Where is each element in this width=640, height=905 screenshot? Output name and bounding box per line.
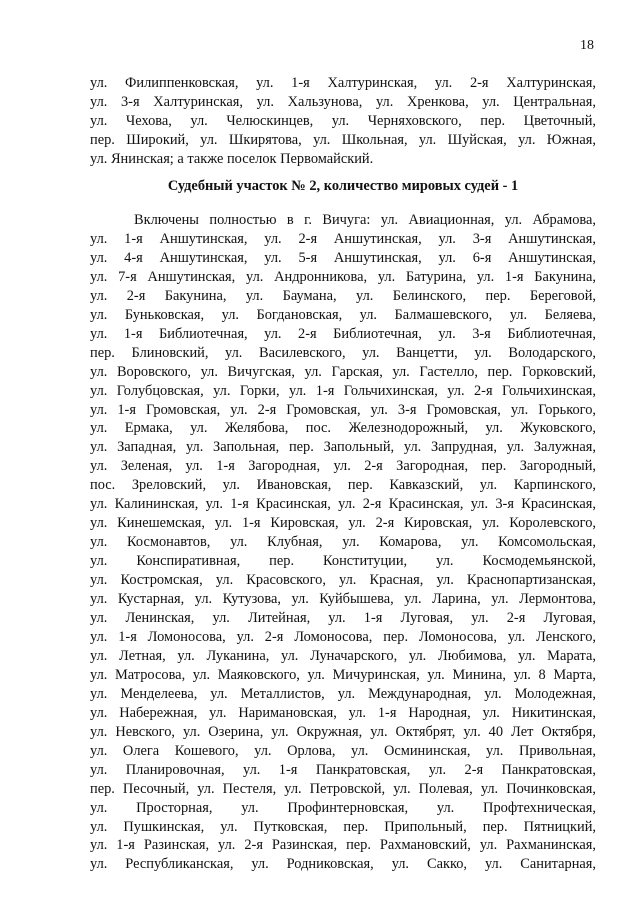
section-line: ул. Воровского, ул. Вичугская, ул. Гарская, ул. Гастелло, пер. Горковский, xyxy=(90,363,596,380)
section-line: ул. Пушкинская, ул. Путковская, пер. Припольный, пер. Пятницкий, xyxy=(90,818,596,835)
section-line: ул. Олега Кошевого, ул. Орлова, ул. Осмининская, ул. Привольная, xyxy=(90,742,596,759)
intro-paragraph xyxy=(90,74,596,169)
section-line: ул. Планировочная, ул. 1-я Панкратовская, ул. 2-я Панкратовская, xyxy=(90,761,596,778)
section-line: ул. 2-я Бакунина, ул. Баумана, ул. Белинского, пер. Береговой, xyxy=(90,287,596,304)
section-line: ул. 7-я Аншутинская, ул. Андронникова, ул. Батурина, ул. 1-я Бакунина, xyxy=(90,268,596,285)
section-paragraph xyxy=(90,211,596,874)
intro-line: ул. Филиппенковская, ул. 1-я Халтуринская, ул. 2-я Халтуринская, xyxy=(90,75,596,91)
intro-line: ул. 3-я Халтуринская, ул. Хальзунова, ул. Хренкова, ул. Центральная, xyxy=(90,93,596,110)
section-line: ул. Просторная, ул. Профинтерновская, ул. Профтехническая, xyxy=(90,799,596,816)
section-line: ул. 1-я Громовская, ул. 2-я Громовская, ул. 3-я Громовская, ул. Горького, xyxy=(90,401,596,418)
section-line: ул. Калининская, ул. 1-я Красинская, ул. 2-я Красинская, ул. 3-я Красинская, xyxy=(90,496,596,513)
section-line: ул. Летная, ул. Луканина, ул. Луначарского, ул. Любимова, ул. Марата, xyxy=(90,647,596,664)
section-line: ул. Матросова, ул. Маяковского, ул. Мичуринская, ул. Минина, ул. 8 Марта, xyxy=(90,666,596,683)
section-line: пер. Блиновский, ул. Василевского, ул. Ванцетти, ул. Володарского, xyxy=(90,344,596,361)
section-line: ул. Голубцовская, ул. Горки, ул. 1-я Гольчихинская, ул. 2-я Гольчихинская, xyxy=(90,382,596,399)
section-line: ул. Кинешемская, ул. 1-я Кировская, ул. 2-я Кировская, ул. Королевского, xyxy=(90,515,596,532)
section-line: ул. 1-я Ломоносова, ул. 2-я Ломоносова, пер. Ломоносова, ул. Ленского, xyxy=(90,628,596,645)
intro-line: ул. Чехова, ул. Челюскинцев, ул. Черняховского, пер. Цветочный, xyxy=(90,112,596,129)
page-number: 18 xyxy=(580,38,594,53)
section-line: ул. 4-я Аншутинская, ул. 5-я Аншутинская, ул. 6-я Аншутинская, xyxy=(90,249,596,266)
section-line: ул. Костромская, ул. Красовского, ул. Красная, ул. Краснопартизанская, xyxy=(90,572,596,589)
section-line: ул. Невского, ул. Озерина, ул. Окружная, ул. Октябрят, ул. 40 Лет Октября, xyxy=(90,723,596,740)
section-line: ул. Менделеева, ул. Металлистов, ул. Международная, ул. Молодежная, xyxy=(90,685,596,702)
section-line: ул. Буньковская, ул. Богдановская, ул. Балмашевского, ул. Беляева, xyxy=(90,306,596,323)
section-heading: Судебный участок № 2, количество мировых судей - 1 xyxy=(167,178,519,194)
section-line: ул. Ленинская, ул. Литейная, ул. 1-я Луговая, ул. 2-я Луговая, xyxy=(90,610,596,627)
section-line: ул. Космонавтов, ул. Клубная, ул. Комарова, ул. Комсомольская, xyxy=(90,534,596,551)
section-line: ул. 1-я Разинская, ул. 2-я Разинская, пер. Рахмановский, ул. Рахманинская, xyxy=(90,837,596,854)
intro-line: пер. Широкий, ул. Шкирятова, ул. Школьная, ул. Шуйская, ул. Южная, xyxy=(90,131,596,148)
section-line: ул. Зеленая, ул. 1-я Загородная, ул. 2-я Загородная, пер. Загородный, xyxy=(90,458,596,475)
intro-line: ул. Янинская; а также поселок Первомайский. xyxy=(90,150,374,167)
section-line: ул. Ермака, ул. Желябова, пос. Железнодорожный, ул. Жуковского, xyxy=(90,420,596,437)
section-line: ул. 1-я Аншутинская, ул. 2-я Аншутинская, ул. 3-я Аншутинская, xyxy=(90,230,596,247)
section-line: пос. Зреловский, ул. Ивановская, пер. Кавказский, ул. Карпинского, xyxy=(90,477,596,494)
section-line: пер. Песочный, ул. Пестеля, ул. Петровской, ул. Полевая, ул. Починковская, xyxy=(90,780,596,797)
section-line: ул. Республиканская, ул. Родниковская, ул. Сакко, ул. Санитарная, xyxy=(90,856,596,873)
section-line: ул. Набережная, ул. Наримановская, ул. 1-я Народная, ул. Никитинская, xyxy=(90,704,596,721)
section-line: Включены полностью в г. Вичуга: ул. Авиационная, ул. Абрамова, xyxy=(134,212,596,228)
section-line: ул. Кустарная, ул. Кутузова, ул. Куйбышева, ул. Ларина, ул. Лермонтова, xyxy=(90,591,596,608)
section-line: ул. Западная, ул. Запольная, пер. Запольный, ул. Запрудная, ул. Залужная, xyxy=(90,439,596,456)
section-line: ул. Конспиративная, пер. Конституции, ул. Космодемьянской, xyxy=(90,553,596,570)
section-line: ул. 1-я Библиотечная, ул. 2-я Библиотечная, ул. 3-я Библиотечная, xyxy=(90,325,596,342)
